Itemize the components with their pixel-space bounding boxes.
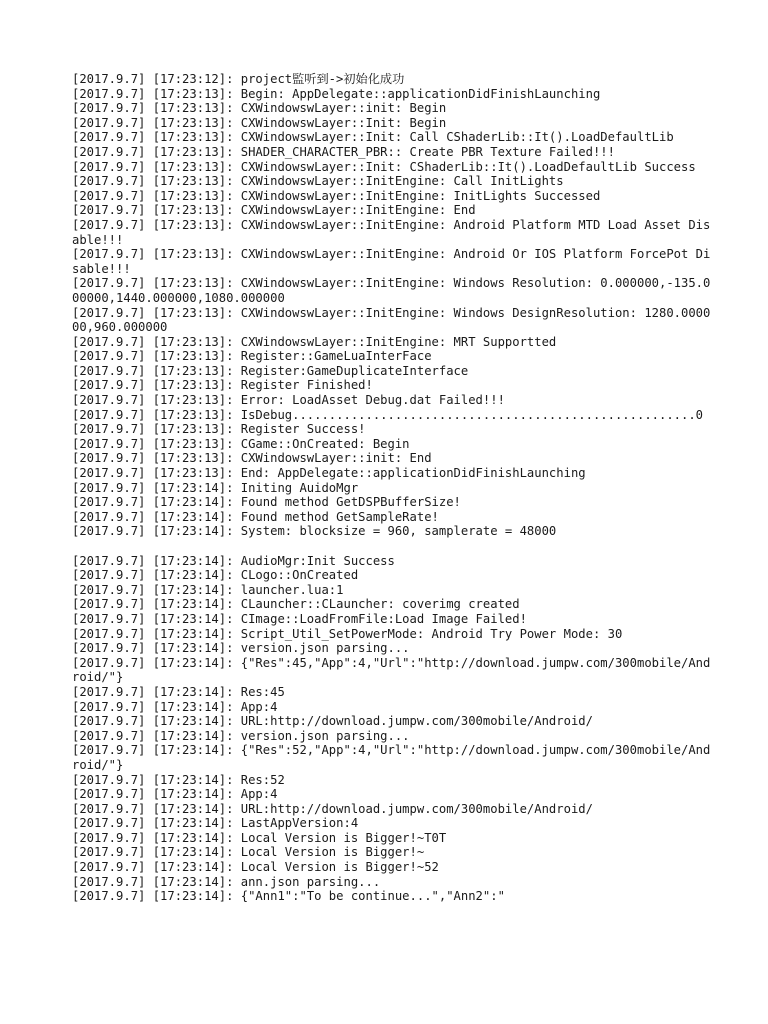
- log-line: [2017.9.7] [17:23:13]: CXWindowswLayer::Init: CShaderLib::It().LoadDefaultLib Success: [72, 159, 696, 174]
- log-line: [2017.9.7] [17:23:14]: {"Res":52,"App":4,"Url":"http://download.jumpw.com/300mobile/Android/"}: [72, 743, 711, 772]
- log-line: [2017.9.7] [17:23:14]: CLauncher::CLauncher: coverimg created: [72, 597, 520, 612]
- log-line: [2017.9.7] [17:23:14]: version.json parsing...: [72, 728, 410, 743]
- log-line: [2017.9.7] [17:23:14]: {"Ann1":"To be continue...","Ann2":": [72, 889, 505, 904]
- log-line: [2017.9.7] [17:23:13]: End: AppDelegate::applicationDidFinishLaunching: [72, 466, 586, 481]
- log-line: [2017.9.7] [17:23:13]: CXWindowswLayer::InitEngine: InitLights Successed: [72, 188, 601, 203]
- log-line: [2017.9.7] [17:23:14]: CLogo::OnCreated: [72, 568, 359, 583]
- log-line: [2017.9.7] [17:23:14]: Found method GetDSPBufferSize!: [72, 495, 461, 510]
- log-line: [2017.9.7] [17:23:13]: CXWindowswLayer::InitEngine: End: [72, 203, 476, 218]
- log-line: [2017.9.7] [17:23:14]: AudioMgr:Init Success: [72, 553, 395, 568]
- log-line: [2017.9.7] [17:23:14]: version.json parsing...: [72, 641, 410, 656]
- log-line: [2017.9.7] [17:23:13]: CXWindowswLayer::init: End: [72, 451, 432, 466]
- log-line: [2017.9.7] [17:23:13]: Register:GameDuplicateInterface: [72, 363, 469, 378]
- log-line: [2017.9.7] [17:23:13]: Error: LoadAsset Debug.dat Failed!!!: [72, 393, 505, 408]
- log-line: [2017.9.7] [17:23:14]: launcher.lua:1: [72, 582, 344, 597]
- log-line: [2017.9.7] [17:23:14]: URL:http://download.jumpw.com/300mobile/Android/: [72, 801, 593, 816]
- log-line: [2017.9.7] [17:23:14]: {"Res":45,"App":4,"Url":"http://download.jumpw.com/300mobile/Android/"}: [72, 655, 711, 685]
- log-line: [2017.9.7] [17:23:13]: CGame::OnCreated: Begin: [72, 436, 410, 451]
- log-line: [2017.9.7] [17:23:13]: CXWindowswLayer::InitEngine: Call InitLights: [72, 174, 564, 189]
- log-line: [2017.9.7] [17:23:12]: project監听到->初始化成功: [72, 72, 405, 86]
- log-line: [2017.9.7] [17:23:14]: URL:http://download.jumpw.com/300mobile/Android/: [72, 714, 593, 729]
- log-line: [2017.9.7] [17:23:14]: LastAppVersion:4: [72, 816, 359, 831]
- log-line: [2017.9.7] [17:23:13]: Register::GameLuaInterFace: [72, 349, 432, 364]
- log-line: [2017.9.7] [17:23:14]: Local Version is Bigger!~: [72, 845, 425, 860]
- log-line: [2017.9.7] [17:23:14]: App:4: [72, 787, 278, 802]
- log-line: [2017.9.7] [17:23:13]: CXWindowswLayer::Init: Begin: [72, 115, 447, 130]
- log-line: [2017.9.7] [17:23:13]: CXWindowswLayer::InitEngine: Windows DesignResolution: 1280.000000,960.000000: [72, 305, 711, 335]
- log-line: [2017.9.7] [17:23:14]: Res:45: [72, 684, 285, 699]
- blank-line: [72, 539, 712, 554]
- log-line: [2017.9.7] [17:23:14]: Script_Util_SetPowerMode: Android Try Power Mode: 30: [72, 626, 623, 641]
- log-line: [2017.9.7] [17:23:14]: Local Version is Bigger!~T0T: [72, 830, 447, 845]
- log-line: [2017.9.7] [17:23:13]: Register Success!: [72, 422, 366, 437]
- log-line: [2017.9.7] [17:23:14]: Res:52: [72, 772, 285, 787]
- log-line: [2017.9.7] [17:23:13]: CXWindowswLayer::Init: Call CShaderLib::It().LoadDefaultLib: [72, 130, 674, 145]
- log-line: [2017.9.7] [17:23:14]: System: blocksize = 960, samplerate = 48000: [72, 524, 557, 539]
- log-line: [2017.9.7] [17:23:13]: CXWindowswLayer::InitEngine: MRT Supportted: [72, 334, 557, 349]
- log-line: [2017.9.7] [17:23:13]: Register Finished!: [72, 378, 373, 393]
- log-line: [2017.9.7] [17:23:13]: Begin: AppDelegate::applicationDidFinishLaunching: [72, 86, 601, 101]
- log-line: [2017.9.7] [17:23:13]: CXWindowswLayer::InitEngine: Android Platform MTD Load Asset Disable!!!: [72, 217, 711, 247]
- log-document: [72, 72, 712, 904]
- log-line: [2017.9.7] [17:23:14]: Initing AuidoMgr: [72, 480, 359, 495]
- log-line: [2017.9.7] [17:23:14]: Local Version is Bigger!~52: [72, 860, 439, 875]
- log-line: [2017.9.7] [17:23:13]: CXWindowswLayer::InitEngine: Android Or IOS Platform ForcePot Disable!!!: [72, 247, 711, 276]
- log-line: [2017.9.7] [17:23:13]: CXWindowswLayer::init: Begin: [72, 101, 447, 116]
- log-line: [2017.9.7] [17:23:14]: Found method GetSampleRate!: [72, 509, 439, 524]
- log-line: [2017.9.7] [17:23:13]: CXWindowswLayer::InitEngine: Windows Resolution: 0.000000,-135.000000,1440.000000,1080.000000: [72, 276, 711, 305]
- log-line: [2017.9.7] [17:23:14]: ann.json parsing...: [72, 874, 381, 889]
- log-line: [2017.9.7] [17:23:13]: SHADER_CHARACTER_PBR:: Create PBR Texture Failed!!!: [72, 144, 615, 159]
- log-line: [2017.9.7] [17:23:14]: CImage::LoadFromFile:Load Image Failed!: [72, 611, 527, 626]
- log-line: [2017.9.7] [17:23:14]: App:4: [72, 699, 278, 714]
- log-line: [2017.9.7] [17:23:13]: IsDebug.......................................................0: [72, 407, 704, 422]
